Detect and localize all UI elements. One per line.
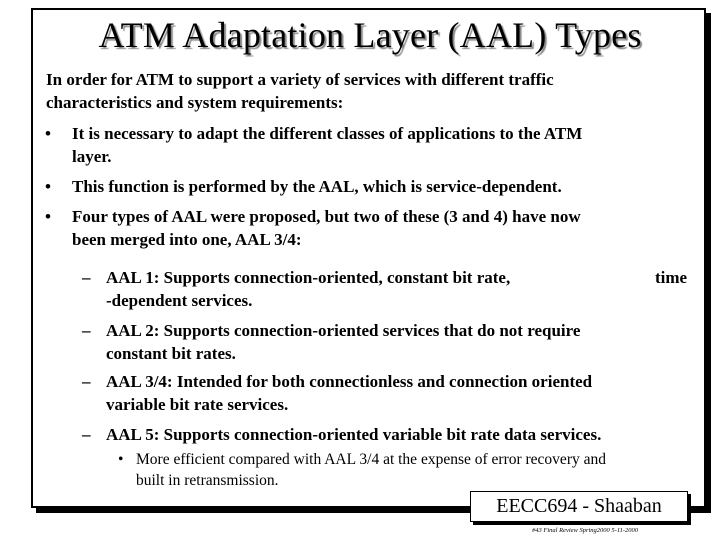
intro-line-2: characteristics and system requirements: [46, 93, 344, 112]
sub-marker: – [82, 372, 91, 391]
sub-marker: – [82, 268, 91, 287]
bullet-text: been merged into one, AAL 3/4: [72, 230, 302, 249]
sub-sub-text: built in retransmission. [136, 472, 279, 489]
sub-text: AAL 3/4: Intended for both connectionless and connection oriented [106, 372, 593, 391]
intro-line-1: In order for ATM to support a variety of services with different traffic [46, 70, 554, 89]
footnote: #43 Final Review Spring2000 5-11-2000 [532, 527, 639, 534]
sub-text-trailing: time [655, 268, 688, 287]
bullet-text: It is necessary to adapt the different classes of applications to the ATM [72, 124, 583, 143]
sub-text: -dependent services. [106, 291, 253, 310]
bullet-marker: • [45, 124, 51, 143]
slide-title: ATM Adaptation Layer (AAL) Types [98, 15, 642, 55]
bullet-text: This function is performed by the AAL, which is service-dependent. [72, 177, 562, 196]
sub-text: constant bit rates. [106, 344, 236, 363]
sub-marker: – [82, 321, 91, 340]
sub-text: AAL 2: Supports connection-oriented services that do not require [106, 321, 581, 340]
bullet-marker: • [45, 177, 51, 196]
bullet-text: Four types of AAL were proposed, but two of these (3 and 4) have now [72, 207, 581, 226]
sub-sub-text: More efficient compared with AAL 3/4 at the expense of error recovery and [136, 451, 606, 468]
bullet-marker: • [45, 207, 51, 226]
sub-text: variable bit rate services. [106, 395, 289, 414]
sub-sub-marker: • [118, 451, 124, 468]
sub-text: AAL 5: Supports connection-oriented variable bit rate data services. [106, 425, 602, 444]
sub-marker: – [82, 425, 91, 444]
footer-badge: EECC694 - Shaaban [470, 491, 688, 522]
sub-text: AAL 1: Supports connection-oriented, constant bit rate, [106, 268, 511, 287]
bullet-text: layer. [72, 147, 112, 166]
